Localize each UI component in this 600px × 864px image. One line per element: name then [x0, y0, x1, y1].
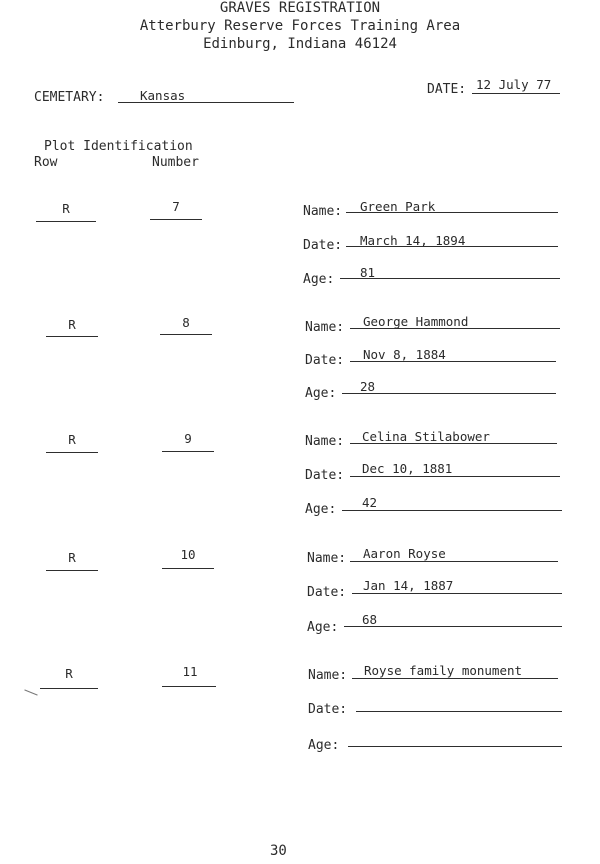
date-field-underline	[350, 361, 556, 362]
date-field-label: Date:	[303, 238, 343, 253]
date-underline	[472, 93, 560, 94]
date-field-label: Date:	[305, 468, 345, 483]
name-value: George Hammond	[363, 314, 469, 329]
form-title: GRAVES REGISTRATION	[219, 0, 381, 16]
name-label: Name:	[305, 434, 345, 449]
date-field-label: Date:	[308, 702, 348, 717]
date-field-value: Nov 8, 1884	[363, 347, 446, 362]
stray-mark	[24, 689, 37, 695]
name-underline	[350, 328, 560, 329]
row-value: R	[68, 432, 76, 447]
age-underline	[344, 626, 562, 627]
plot-identification-heading: Plot Identification	[44, 139, 193, 154]
row-value: R	[62, 201, 70, 216]
number-underline	[162, 451, 214, 452]
row-heading: Row	[34, 155, 58, 170]
name-value: Aaron Royse	[363, 546, 446, 561]
name-label: Name:	[303, 204, 343, 219]
number-value: 8	[182, 315, 190, 330]
row-underline	[46, 336, 98, 337]
form-address: Edinburg, Indiana 46124	[203, 36, 397, 52]
row-underline	[46, 452, 98, 453]
row-underline	[46, 570, 98, 571]
name-label: Name:	[307, 551, 347, 566]
name-value: Royse family monument	[364, 663, 523, 678]
row-underline	[36, 221, 96, 222]
age-label: Age:	[303, 272, 335, 287]
cemetery-label: CEMETARY:	[34, 90, 105, 105]
age-underline	[348, 746, 562, 747]
date-field-underline	[352, 593, 562, 594]
number-value: 9	[184, 431, 192, 446]
age-value: 81	[360, 265, 376, 280]
cemetery-value: Kansas	[140, 88, 186, 103]
date-field-underline	[350, 476, 560, 477]
name-value: Green Park	[360, 199, 436, 214]
date-field-value: Dec 10, 1881	[362, 461, 453, 476]
age-label: Age:	[308, 738, 340, 753]
age-label: Age:	[305, 502, 337, 517]
number-value: 11	[182, 664, 198, 679]
date-field-underline	[356, 711, 562, 712]
row-value: R	[68, 550, 76, 565]
age-label: Age:	[305, 386, 337, 401]
name-label: Name:	[308, 668, 348, 683]
date-field-label: Date:	[307, 585, 347, 600]
date-value: 12 July 77	[476, 77, 552, 92]
date-field-label: Date:	[305, 353, 345, 368]
name-underline	[350, 443, 557, 444]
number-value: 7	[172, 199, 180, 214]
date-field-underline	[346, 246, 558, 247]
age-underline	[342, 393, 556, 394]
number-underline	[162, 686, 216, 687]
number-value: 10	[180, 547, 196, 562]
row-value: R	[65, 666, 73, 681]
age-underline	[340, 278, 560, 279]
name-underline	[346, 212, 558, 213]
number-underline	[160, 334, 212, 335]
age-value: 28	[360, 379, 376, 394]
cemetery-underline	[118, 102, 294, 103]
age-value: 68	[362, 612, 378, 627]
date-label: DATE:	[427, 82, 467, 97]
date-field-value: March 14, 1894	[360, 233, 466, 248]
name-underline	[350, 561, 558, 562]
age-value: 42	[362, 495, 378, 510]
row-value: R	[68, 317, 76, 332]
page-number: 30	[270, 843, 287, 859]
name-value: Celina Stilabower	[362, 429, 490, 444]
number-underline	[150, 219, 202, 220]
name-underline	[352, 678, 558, 679]
date-field-value: Jan 14, 1887	[363, 578, 454, 593]
row-underline	[40, 688, 98, 689]
age-label: Age:	[307, 620, 339, 635]
age-underline	[342, 510, 562, 511]
number-heading: Number	[152, 155, 199, 170]
number-underline	[162, 568, 214, 569]
form-subtitle: Atterbury Reserve Forces Training Area	[139, 18, 461, 34]
name-label: Name:	[305, 320, 345, 335]
